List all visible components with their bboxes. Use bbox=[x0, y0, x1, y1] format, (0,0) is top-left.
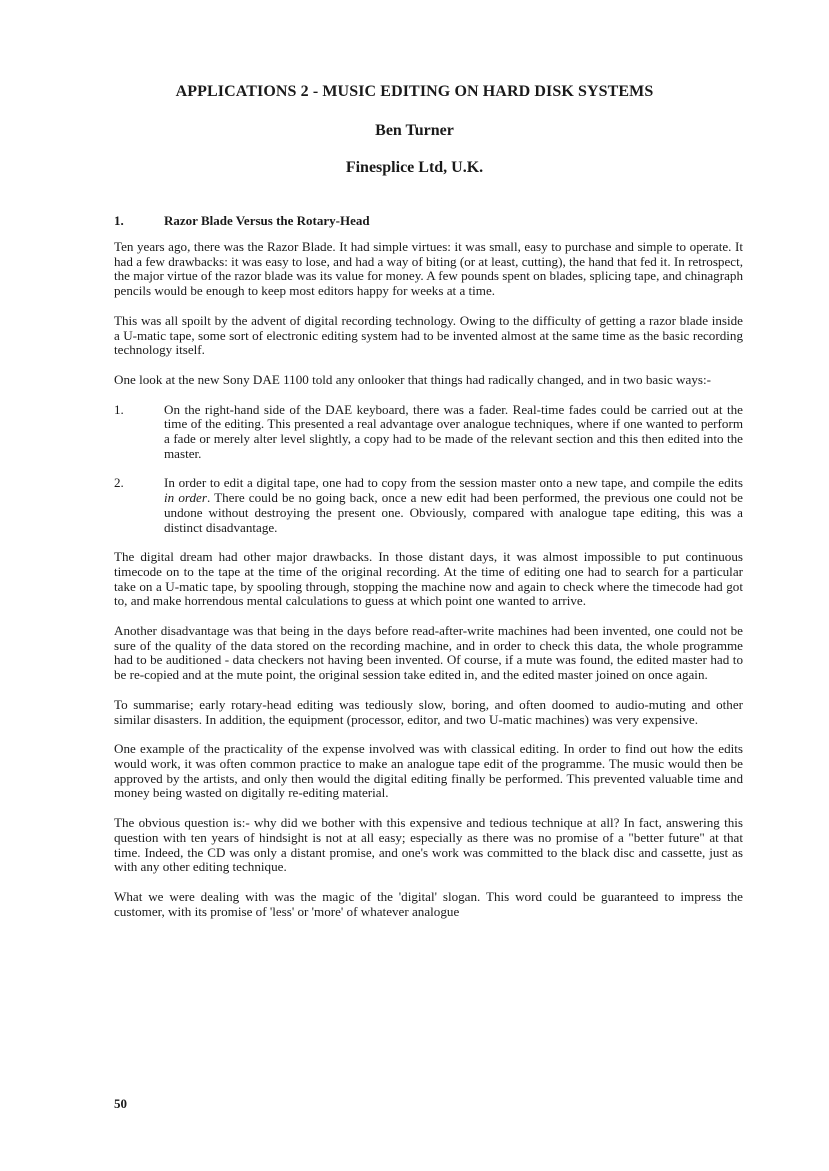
body-text bbox=[114, 240, 743, 934]
author-name: Ben Turner bbox=[375, 122, 454, 139]
author-affiliation: Finesplice Ltd, U.K. bbox=[345, 159, 484, 176]
paragraph: One example of the practicality of the expense involved was with classical editing. In order to find out how the edits would work, it was often common practice to make an analogue tape edit of the programme. The music would then be approved by the artists, and only then would the digital editing finally be performed. This prevented valuable time and money being wasted on digitally re-editing material. bbox=[114, 741, 743, 801]
paragraph: One look at the new Sony DAE 1100 told any onlooker that things had radically changed, and in two basic ways:- bbox=[114, 371, 711, 387]
list-item-text bbox=[164, 476, 743, 535]
paragraph: Another disadvantage was that being in the days before read-after-write machines had been invented, one could not be sure of the quality of the data stored on the recording machine, and in order to check this data, the whole programme had to be auditioned - data checkers not having been invented. Of course, if a mute was found, the edited master had to be re-copied and at the mute point, the original session take edited in, and the edited master joined on once again. bbox=[114, 623, 743, 683]
list-item-text-part: . There could be no going back, once a new edit had been performed, the previous one could not be undone without destroying the present one. Obviously, compared with analogue tape editing, this was a distinct disadvantage. bbox=[164, 490, 743, 535]
paragraph: This was all spoilt by the advent of digital recording technology. Owing to the difficulty of getting a razor blade inside a U-matic tape, some sort of electronic editing system had to be invented almost at the same time as the basic recording technology itself. bbox=[114, 312, 743, 358]
paragraph: The digital dream had other major drawbacks. In those distant days, it was almost impossible to put continuous timecode on to the tape at the time of the original recording. At the time of editing one had to search for a particular take on a U-matic tape, by spooling through, stopping the machine now and again to check where the timecode had got to, and make horrendous mental calculations to guess at which point one wanted to arrive. bbox=[114, 549, 743, 609]
section-number: 1. bbox=[114, 213, 124, 228]
paragraph: To summarise; early rotary-head editing was tediously slow, boring, and often doomed to audio-muting and other similar disasters. In addition, the equipment (processor, editor, and two U-matic machines) was very expensive. bbox=[114, 696, 743, 727]
paragraph: What we were dealing with was the magic of the 'digital' slogan. This word could be guaranteed to impress the customer, with its promise of 'less' or 'more' of whatever analogue bbox=[114, 888, 743, 919]
list-item-italic-text: in order bbox=[164, 490, 207, 506]
list-item-number: 1. bbox=[114, 401, 124, 417]
page-number: 50 bbox=[114, 1096, 127, 1111]
list-item-number: 2. bbox=[114, 475, 124, 491]
paragraph: Ten years ago, there was the Razor Blade. It had simple virtues: it was small, easy to purchase and simple to operate. It had a few drawbacks: it was easy to lose, and had a way of biting (or at least, cutting), the hand that fed it. In retrospect, the major virtue of the razor blade was its value for money. A few pounds spent on blades, splicing tape, and chinagraph pencils would be enough to keep most editors happy for weeks at a time. bbox=[114, 239, 743, 299]
list-item-text: On the right-hand side of the DAE keyboard, there was a fader. Real-time fades could be carried out at the time of the editing. This presented a real advantage over analogue techniques, where if one wanted to perform a fade or merely alter level slightly, a copy had to be made of the relevant section and this then edited into the master. bbox=[164, 401, 743, 461]
paper-title: APPLICATIONS 2 - MUSIC EDITING ON HARD DISK SYSTEMS bbox=[175, 83, 654, 100]
section-title: Razor Blade Versus the Rotary-Head bbox=[164, 213, 370, 228]
list-item bbox=[114, 403, 743, 462]
paragraph: The obvious question is:- why did we bother with this expensive and tedious technique at all? In fact, answering this question with ten years of hindsight is not at all easy; especially as there was no promise of a "better future" at that time. Indeed, the CD was only a distant promise, and one's work was committed to the black disc and cassette, just as with any other editing technique. bbox=[114, 815, 743, 875]
list-item bbox=[114, 476, 743, 535]
list-item-text-part: In order to edit a digital tape, one had to copy from the session master onto a new tape, and compile the edits bbox=[164, 475, 743, 491]
section-heading bbox=[114, 213, 370, 229]
